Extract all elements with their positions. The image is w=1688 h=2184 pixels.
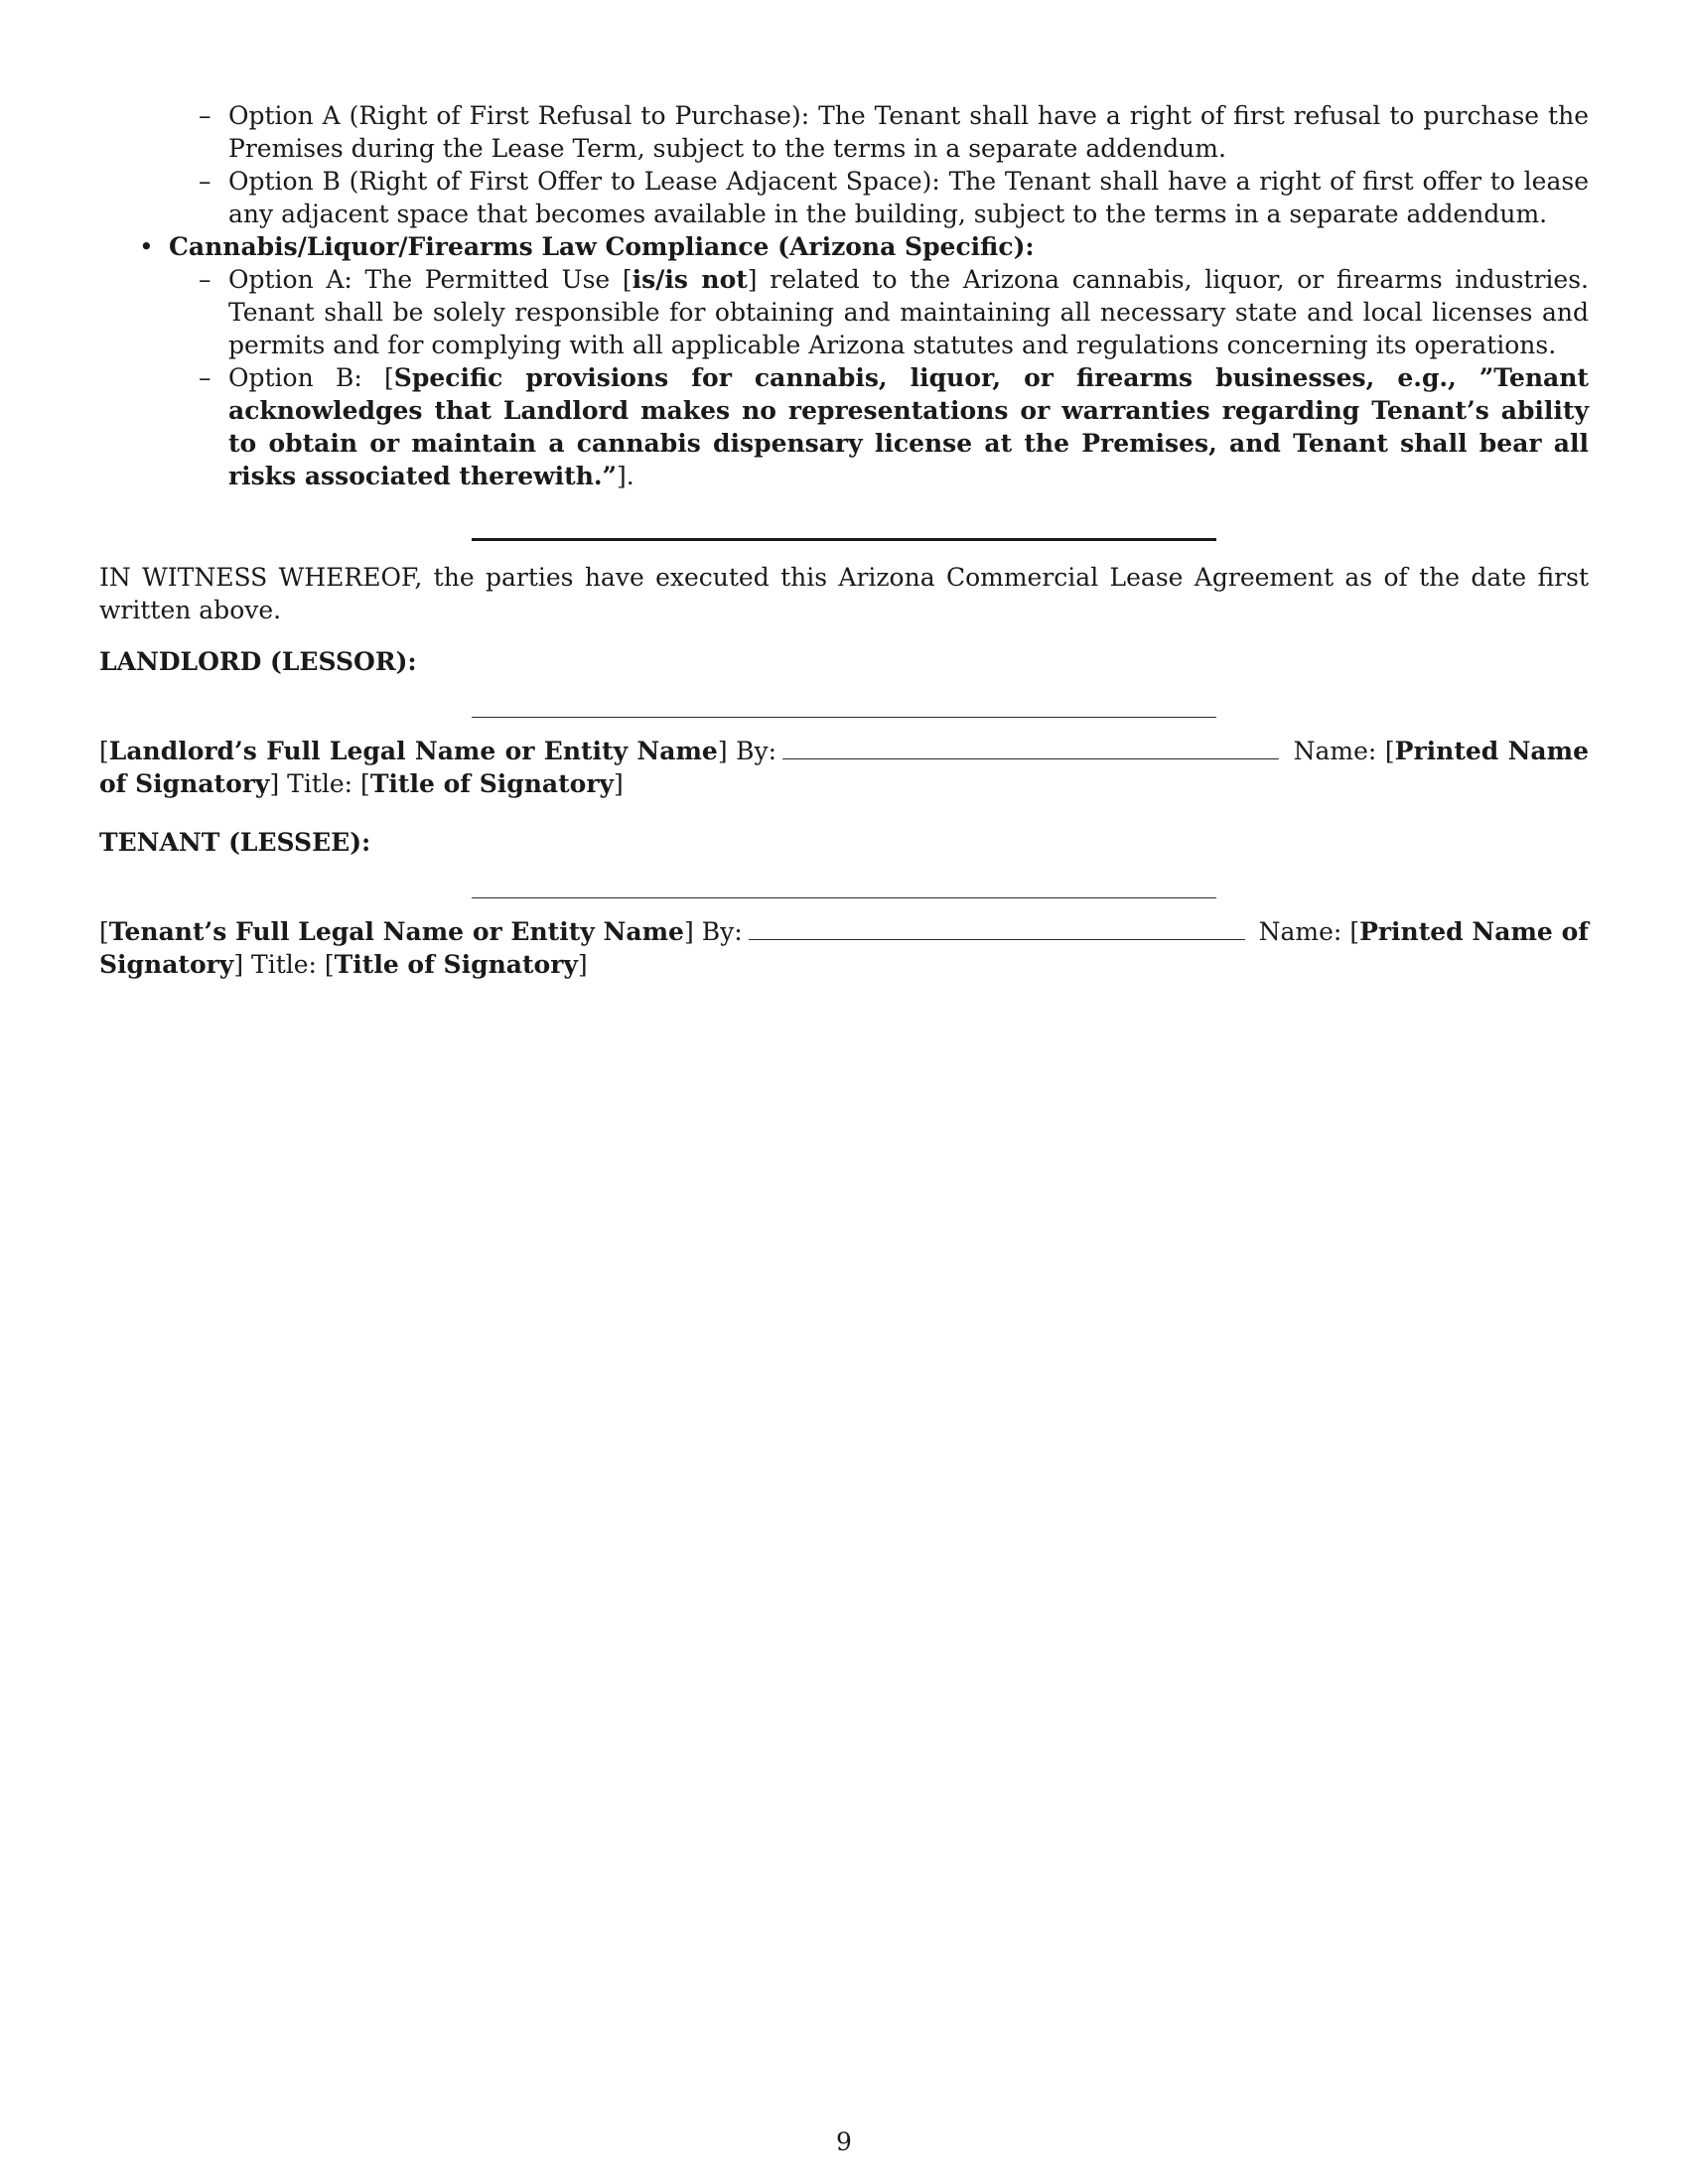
dash-marker: – bbox=[199, 363, 211, 392]
tenant-end-bracket: ] bbox=[577, 950, 588, 979]
compliance-item bbox=[99, 230, 1589, 492]
dash-marker: – bbox=[199, 167, 211, 196]
compliance-option-a-prefix: Option A: The Permitted Use [ bbox=[228, 265, 633, 294]
landlord-by-blank[interactable] bbox=[782, 737, 1279, 759]
tenant-name-placeholder: Tenant’s Full Legal Name or Entity Name bbox=[108, 917, 684, 946]
landlord-signature-line bbox=[472, 717, 1216, 718]
tenant-by-label: By: bbox=[701, 917, 743, 946]
option-b-right-of-first-offer bbox=[99, 165, 1589, 230]
dash-marker: – bbox=[199, 265, 211, 294]
tenant-close-bracket: ] bbox=[683, 917, 694, 946]
landlord-end-bracket: ] bbox=[614, 769, 624, 798]
landlord-name-label: Name: [ bbox=[1293, 737, 1395, 765]
compliance-heading: Cannabis/Liquor/Firearms Law Compliance (Arizona Specific): bbox=[169, 232, 1035, 261]
landlord-by-label: By: bbox=[736, 737, 777, 765]
dash-marker: – bbox=[199, 101, 211, 130]
compliance-option-b-prefix: Option B: [ bbox=[228, 363, 394, 392]
tenant-name-label: Name: [ bbox=[1258, 917, 1360, 946]
tenant-heading: TENANT (LESSEE): bbox=[99, 828, 371, 857]
option-a-text: Option A (Right of First Refusal to Purchase): The Tenant shall have a right of first refusal to purchase the Premises during the Lease Term, subject to the terms in a separate addendum. bbox=[228, 101, 1589, 163]
landlord-heading: LANDLORD (LESSOR): bbox=[99, 647, 417, 676]
compliance-option-a-choice: is/is not bbox=[632, 265, 748, 294]
tenant-title-placeholder: Title of Signatory bbox=[334, 950, 578, 979]
landlord-close-bracket: ] bbox=[717, 737, 728, 765]
landlord-title-label: ] Title: [ bbox=[269, 769, 370, 798]
landlord-printed-name: Printed Name of Signatory bbox=[99, 737, 1589, 798]
compliance-list bbox=[99, 230, 1589, 492]
compliance-option-a bbox=[169, 263, 1589, 361]
compliance-option-a-suffix: ] related to the Arizona cannabis, liquor, or firearms industries. Tenant shall be solely responsible for obtaining and maintaining all necessary state and local licenses and permits and for complying with all applicable Arizona statutes and regulations concerning its operations. bbox=[228, 265, 1589, 359]
option-a-right-of-first-refusal bbox=[99, 99, 1589, 165]
bullet-marker: • bbox=[139, 232, 154, 261]
purchase-options-list bbox=[99, 99, 1589, 230]
tenant-printed-name: Printed Name of Signatory bbox=[99, 917, 1589, 979]
section-divider bbox=[472, 538, 1216, 541]
compliance-options-list bbox=[169, 263, 1589, 492]
compliance-option-b bbox=[169, 361, 1589, 492]
compliance-option-b-provision: Specific provisions for cannabis, liquor, or firearms businesses, e.g., ”Tenant acknowledges that Landlord makes no representations or warranties regarding Tenant’s ability to obtain or maintain a cannabis dispensary license at the Premises, and Tenant shall bear all risks associated therewith.” bbox=[228, 363, 1589, 490]
tenant-title-label: ] Title: [ bbox=[233, 950, 335, 979]
tenant-by-blank[interactable] bbox=[749, 917, 1245, 940]
landlord-open-bracket: [ bbox=[99, 737, 109, 765]
compliance-option-b-suffix: ]. bbox=[616, 462, 634, 490]
option-b-text: Option B (Right of First Offer to Lease Adjacent Space): The Tenant shall have a right of first offer to lease any adjacent space that becomes available in the building, subject to the terms in a separate addendum. bbox=[228, 167, 1589, 228]
tenant-signature-line bbox=[472, 897, 1216, 898]
tenant-signature-block bbox=[99, 915, 1589, 981]
landlord-signature-block bbox=[99, 735, 1589, 800]
tenant-open-bracket: [ bbox=[99, 917, 109, 946]
witness-paragraph: IN WITNESS WHEREOF, the parties have executed this Arizona Commercial Lease Agreement as of the date first written above. bbox=[99, 563, 1589, 624]
page-number: 9 bbox=[836, 2127, 852, 2156]
landlord-title-placeholder: Title of Signatory bbox=[369, 769, 615, 798]
landlord-name-placeholder: Landlord’s Full Legal Name or Entity Name bbox=[108, 737, 718, 765]
